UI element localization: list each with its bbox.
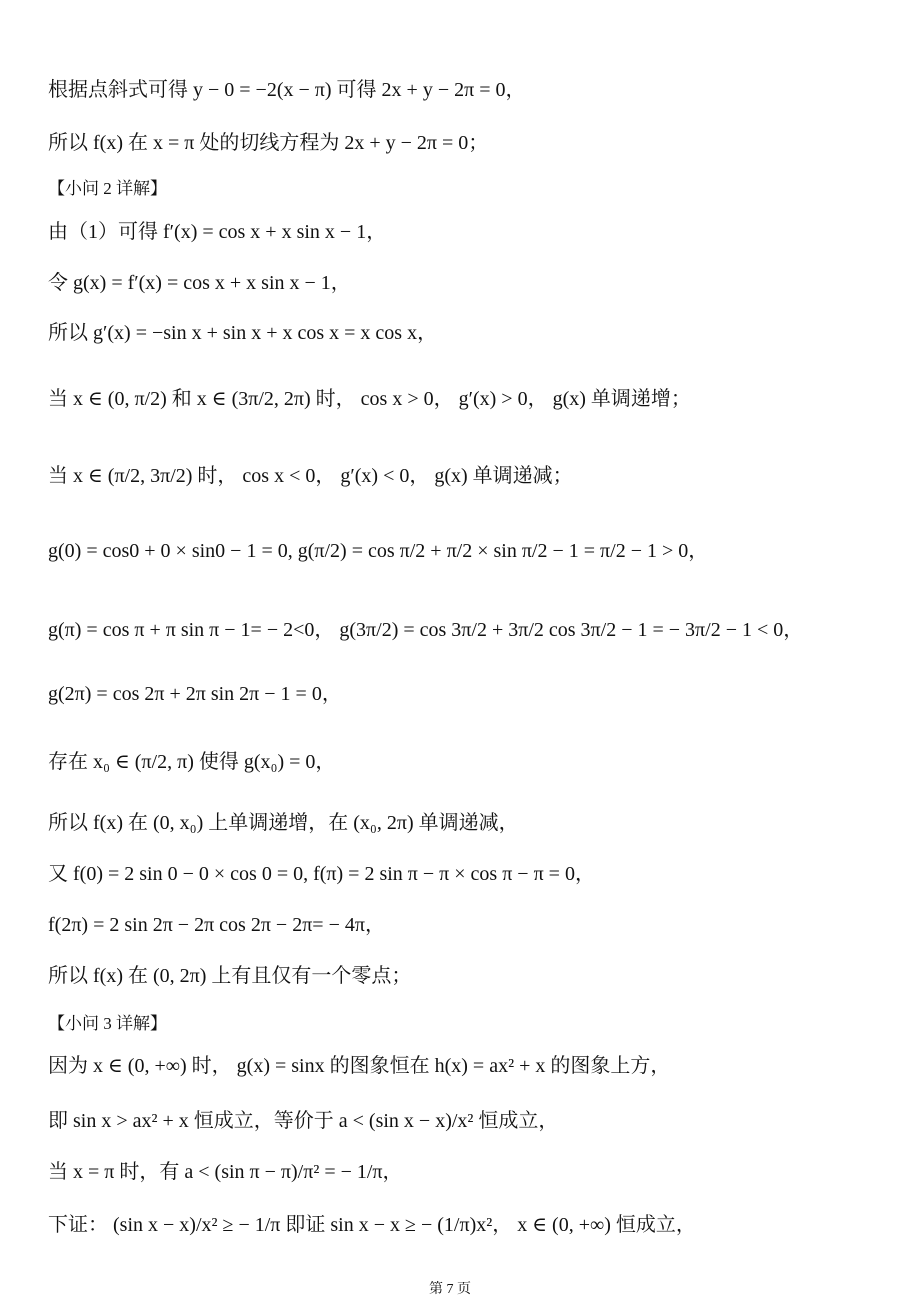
text-line-6: 当 x ∈ (0, π/2) 和 x ∈ (3π/2, 2π) 时， cos x > 0， g′(x) > 0， g(x) 单调递增； (48, 388, 691, 410)
text-line-2: 所以 f(x) 在 x = π 处的切线方程为 2x + y − 2π = 0； (48, 132, 489, 154)
text-line-17: 即 sin x > ax² + x 恒成立，等价于 a < (sin x − x)/x² 恒成立， (48, 1110, 559, 1132)
text-line-8: g(0) = cos0 + 0 × sin0 − 1 = 0, g(π/2) = cos π/2 + π/2 × sin π/2 − 1 = π/2 − 1 > 0， (48, 540, 709, 562)
text-line-1: 根据点斜式可得 y − 0 = −2(x − π) 可得 2x + y − 2π = 0， (48, 79, 526, 101)
page-number: 第 7 页 (429, 1282, 471, 1297)
text-line-4: 令 g(x) = f′(x) = cos x + x sin x − 1， (48, 272, 351, 294)
text-line-19: 下证： (sin x − x)/x² ≥ − 1/π 即证 sin x − x ≥ − (1/π)x²， x ∈ (0, +∞) 恒成立， (48, 1214, 696, 1236)
text-line-18: 当 x = π 时，有 a < (sin π − π)/π² = − 1/π， (48, 1161, 403, 1183)
text-line-3: 由（1）可得 f′(x) = cos x + x sin x − 1， (48, 221, 387, 243)
text-line-13: 又 f(0) = 2 sin 0 − 0 × cos 0 = 0, f(π) = 2 sin π − π × cos π − π = 0， (48, 863, 595, 885)
text-line-15: 所以 f(x) 在 (0, 2π) 上有且仅有一个零点； (48, 965, 412, 987)
text-line-11: 存在 x₀ ∈ (π/2, π) 使得 g(x₀) = 0， (48, 751, 336, 773)
text-line-10: g(2π) = cos 2π + 2π sin 2π − 1 = 0， (48, 683, 342, 705)
text-line-7: 当 x ∈ (π/2, 3π/2) 时， cos x < 0， g′(x) < 0， g(x) 单调递减； (48, 465, 573, 487)
text-line-9: g(π) = cos π + π sin π − 1= − 2<0， g(3π/2) = cos 3π/2 + 3π/2 cos 3π/2 − 1 = − 3π/2 − 1 < 0， (48, 619, 804, 641)
text-line-16: 因为 x ∈ (0, +∞) 时， g(x) = sinx 的图象恒在 h(x) = ax² + x 的图象上方， (48, 1055, 671, 1077)
text-line-5: 所以 g′(x) = −sin x + sin x + x cos x = x cos x， (48, 322, 438, 344)
text-line-12: 所以 f(x) 在 (0, x₀) 上单调递增，在 (x₀, 2π) 单调递减， (48, 812, 519, 834)
text-line-14: f(2π) = 2 sin 2π − 2π cos 2π − 2π= − 4π， (48, 914, 385, 936)
section-heading-3: 【小问 3 详解】 (48, 1014, 167, 1033)
section-heading-2: 【小问 2 详解】 (48, 179, 167, 198)
